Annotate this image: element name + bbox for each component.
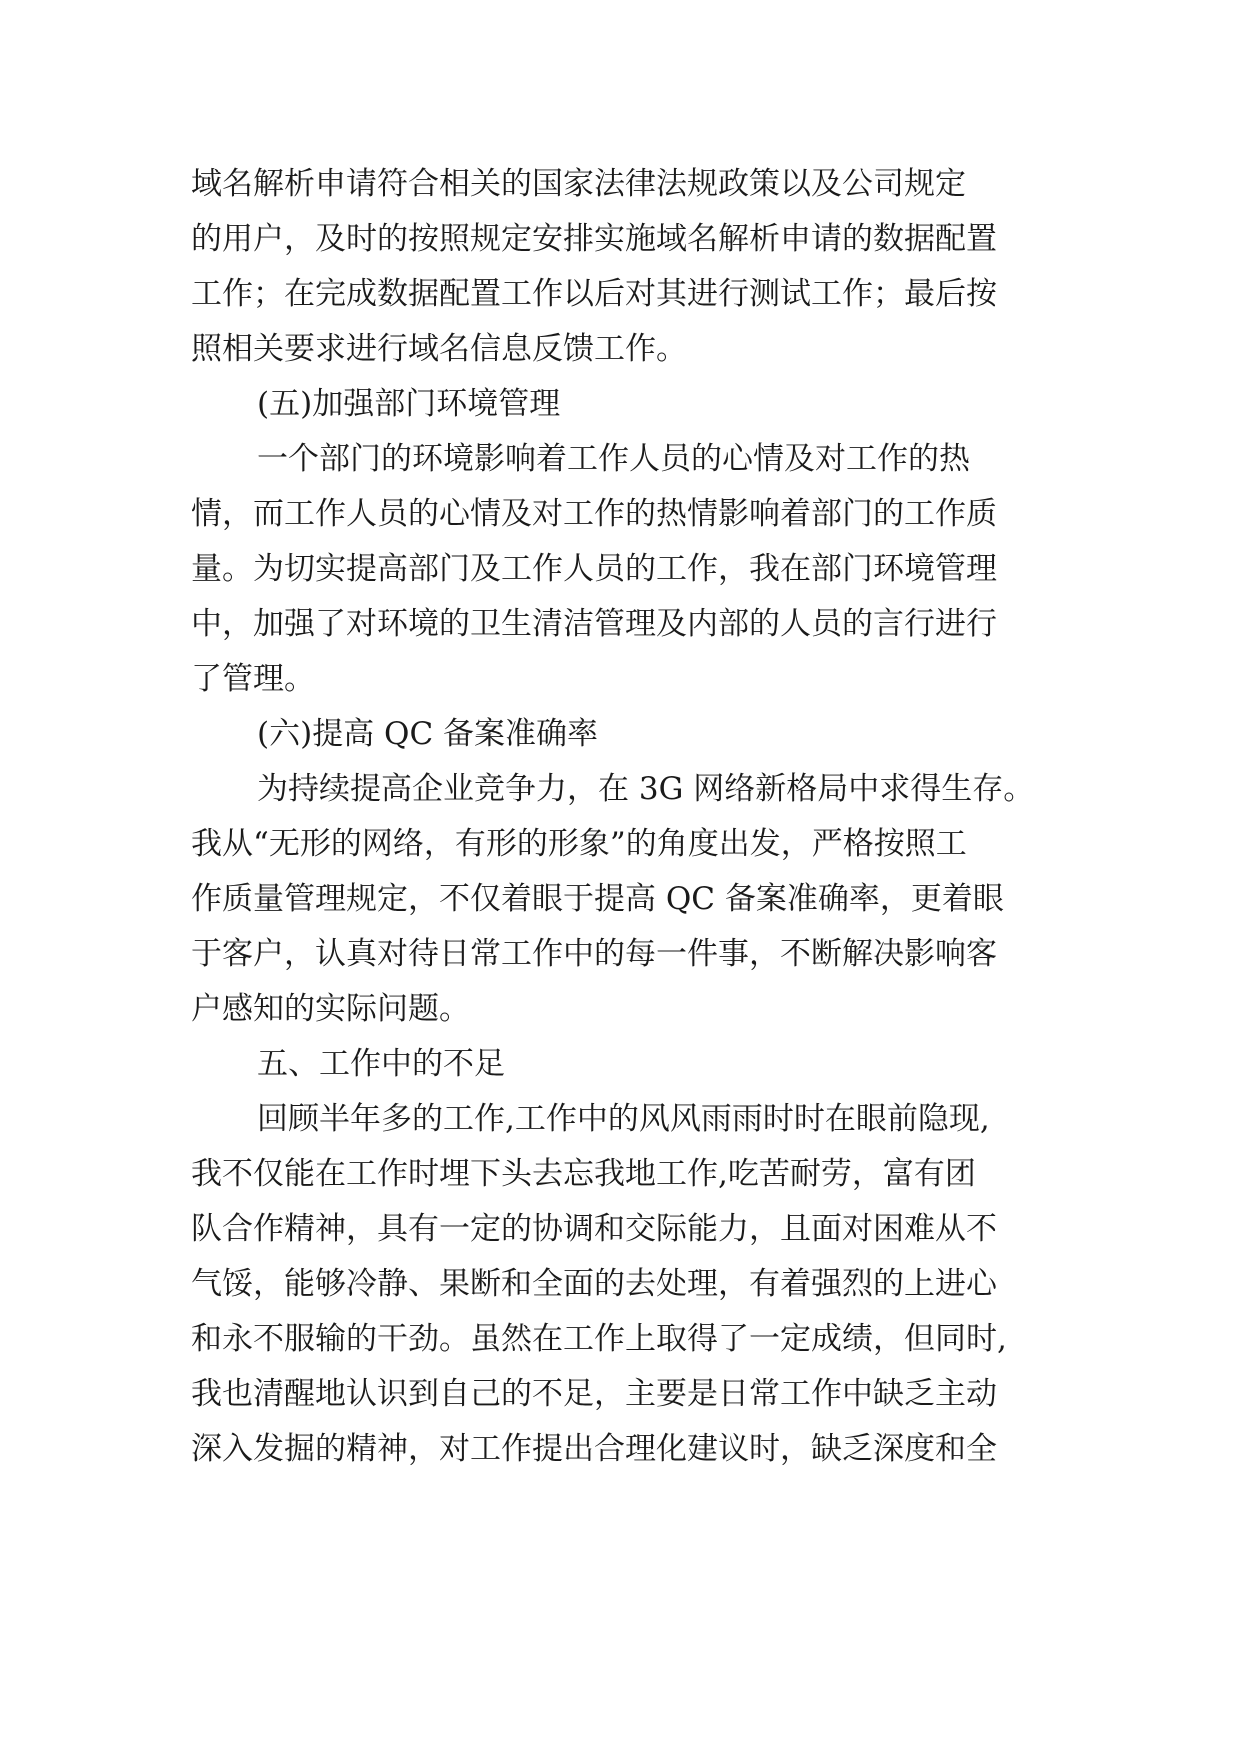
text-line: 深入发掘的精神，对工作提出合理化建议时，缺乏深度和全 [191, 1431, 997, 1467]
text-line: 我从“无形的网络，有形的形象”的角度出发，严格按照工 [191, 826, 967, 862]
paragraph-first-line: 一个部门的环境影响着工作人员的心情及对工作的热 [257, 441, 970, 477]
text-line: 我不仅能在工作时埋下头去忘我地工作,吃苦耐劳，富有团 [191, 1156, 976, 1192]
text-line: 域名解析申请符合相关的国家法律法规政策以及公司规定 [191, 166, 966, 202]
text-line: 于客户，认真对待日常工作中的每一件事，不断解决影响客 [191, 936, 997, 972]
paragraph-first-line: 为持续提高企业竞争力，在 3G 网络新格局中求得生存。 [257, 771, 1035, 807]
text-line: 量。为切实提高部门及工作人员的工作，我在部门环境管理 [191, 551, 997, 587]
paragraph-first-line: 回顾半年多的工作,工作中的风风雨雨时时在眼前隐现, [257, 1101, 990, 1137]
section-heading: (六)提高 QC 备案准确率 [257, 716, 599, 752]
text-line: 的用户，及时的按照规定安排实施域名解析申请的数据配置 [191, 221, 997, 257]
text-line: 和永不服输的干劲。虽然在工作上取得了一定成绩，但同时, [191, 1321, 1007, 1357]
text-line: 作质量管理规定，不仅着眼于提高 QC 备案准确率，更着眼 [191, 881, 1004, 917]
text-line: 工作；在完成数据配置工作以后对其进行测试工作；最后按 [191, 276, 997, 312]
text-line: 气馁，能够冷静、果断和全面的去处理，有着强烈的上进心 [191, 1266, 997, 1302]
text-line: 情，而工作人员的心情及对工作的热情影响着部门的工作质 [191, 496, 997, 532]
text-line: 中，加强了对环境的卫生清洁管理及内部的人员的言行进行 [191, 606, 997, 642]
text-line: 照相关要求进行域名信息反馈工作。 [191, 331, 687, 367]
text-line: 队合作精神，具有一定的协调和交际能力，且面对困难从不 [191, 1211, 997, 1247]
text-line: 我也清醒地认识到自己的不足，主要是日常工作中缺乏主动 [191, 1376, 997, 1412]
section-heading: (五)加强部门环境管理 [257, 386, 561, 422]
text-line: 户感知的实际问题。 [191, 991, 470, 1027]
section-heading: 五、工作中的不足 [257, 1046, 505, 1082]
text-line: 了管理。 [191, 661, 315, 697]
